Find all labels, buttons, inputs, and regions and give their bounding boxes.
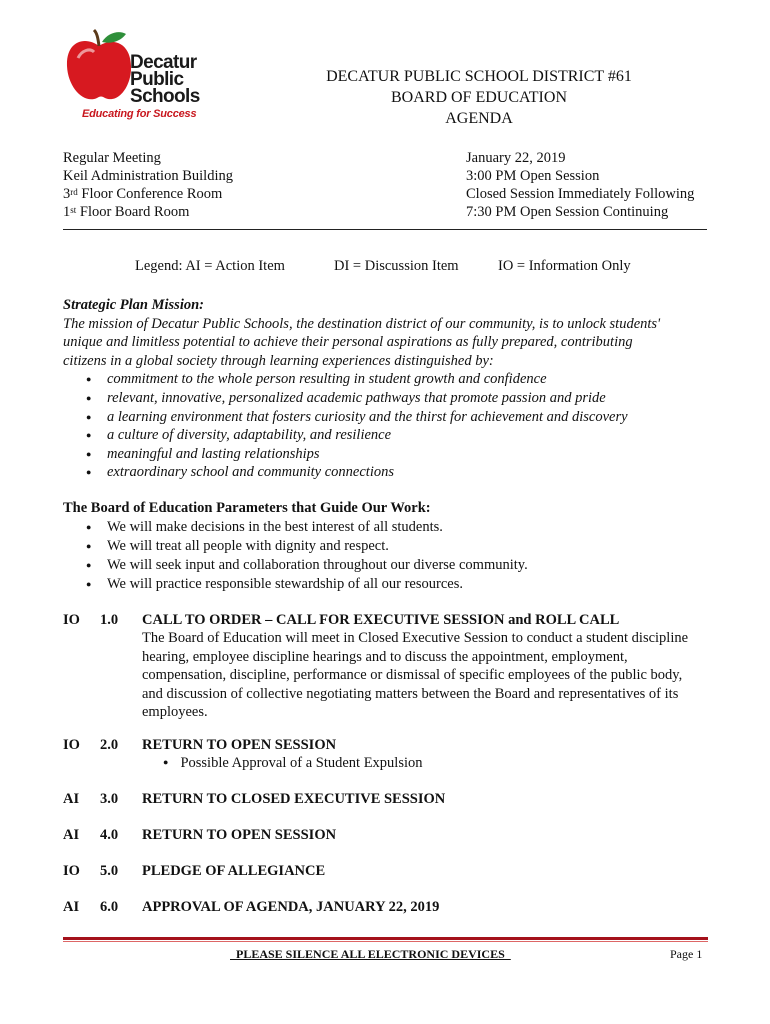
list-item: ● We will seek input and collaboration throughout our diverse community. [63,556,713,575]
logo-word-schools: Schools [130,86,200,107]
room1-floor-number: 3 [63,186,71,202]
room2-floor-number: 1 [63,204,71,220]
item-number: 2.0 [100,737,119,753]
room2-name: Floor Board Room [76,204,190,220]
logo-word-public: Public [130,69,184,90]
item-type-code: AI [63,827,80,843]
title-board: BOARD OF EDUCATION [390,89,567,106]
logo-word-decatur: Decatur [130,52,197,73]
page-number: Page 1 [670,947,703,961]
item-number: 4.0 [100,827,119,843]
item-type-code: AI [63,899,80,915]
description-line: and discussion of collective negotiating matters between the Board and representatives of its [142,685,679,702]
meeting-location [63,149,233,221]
district-logo [64,28,206,132]
list-item: ● a learning environment that fosters curiosity and the thirst for achievement and discovery [63,408,713,427]
meeting-room-1 [63,185,233,203]
meeting-building: Keil Administration Building [63,168,233,184]
list-item: ● meaningful and lasting relationships [63,445,713,464]
item-type-code: AI [63,791,80,807]
parameters-heading: The Board of Education Parameters that Guide Our Work: [63,500,431,516]
mission-bullet-list [63,370,713,482]
description-line: compensation, discipline, performance or dismissal of specific employees of the public body, [142,667,683,684]
description-line: employees. [142,704,208,721]
header-divider [63,229,707,230]
item-title: PLEDGE OF ALLEGIANCE [142,863,326,879]
item-description [142,629,722,722]
item-number: 1.0 [100,612,119,628]
list-item: ● extraordinary school and community connections [63,463,713,482]
list-item: ● We will make decisions in the best interest of all students. [63,518,713,537]
room1-name: Floor Conference Room [77,186,223,202]
meeting-time-open: 3:00 PM Open Session [466,168,600,184]
mission-text-line: citizens in a global society through learning experiences distinguished by: [63,352,494,369]
footer-divider-thin [63,941,708,942]
footer-divider [63,937,708,940]
meeting-date: January 22, 2019 [466,150,566,166]
item-number: 6.0 [100,899,119,915]
legend-discussion-item: DI = Discussion Item [334,258,459,274]
legend-information-only: IO = Information Only [498,258,631,274]
document-title [290,66,668,129]
item-type-code: IO [63,737,80,753]
legend-action-item: Legend: AI = Action Item [135,258,285,274]
item-title: RETURN TO CLOSED EXECUTIVE SESSION [142,791,446,807]
item-title: CALL TO ORDER – CALL FOR EXECUTIVE SESSION and ROLL CALL [142,612,620,628]
item-title: APPROVAL OF AGENDA, JANUARY 22, 2019 [142,899,440,915]
parameters-bullet-list [63,518,713,594]
apple-icon [64,28,134,106]
list-item: ● We will practice responsible stewardship of all our resources. [63,575,713,594]
item-type-code: IO [63,612,80,628]
meeting-schedule [466,149,694,221]
description-line: The Board of Education will meet in Closed Executive Session to conduct a student discipline [142,630,689,646]
description-line: hearing, employee discipline hearings and to discuss the appointment, employment, [142,648,628,665]
room1-floor-suffix: rd [70,187,78,197]
item-title: RETURN TO OPEN SESSION [142,737,337,753]
board-parameters [63,499,713,594]
list-item: ● commitment to the whole person resulting in student growth and confidence [63,370,713,389]
title-district: DECATUR PUBLIC SCHOOL DISTRICT #61 [326,68,632,85]
item-number: 3.0 [100,791,119,807]
meeting-time-continue: 7:30 PM Open Session Continuing [466,204,669,220]
logo-tagline: Educating for Success [82,108,197,120]
list-item: ● relevant, innovative, personalized academic pathways that promote passion and pride [63,389,713,408]
item-number: 5.0 [100,863,119,879]
strategic-plan-mission [63,296,713,482]
room2-floor-suffix: st [70,205,77,215]
item-title: RETURN TO OPEN SESSION [142,827,337,843]
meeting-room-2 [63,203,233,221]
mission-text-line: unique and limitless potential to achieve their personal aspirations as fully prepared, contributing [63,334,633,351]
meeting-time-closed: Closed Session Immediately Following [466,186,695,202]
mission-text-line: The mission of Decatur Public Schools, the destination district of our community, is to unlock students' [63,315,661,332]
mission-heading: Strategic Plan Mission: [63,297,204,313]
item-type-code: IO [63,863,80,879]
list-item: ● We will treat all people with dignity and respect. [63,537,713,556]
silence-devices-notice: PLEASE SILENCE ALL ELECTRONIC DEVICES [230,947,511,961]
list-item: ● a culture of diversity, adaptability, and resilience [63,426,713,445]
title-agenda: AGENDA [445,110,513,127]
item-sub-point: ● Possible Approval of a Student Expulsion [142,754,423,774]
meeting-type: Regular Meeting [63,150,161,166]
